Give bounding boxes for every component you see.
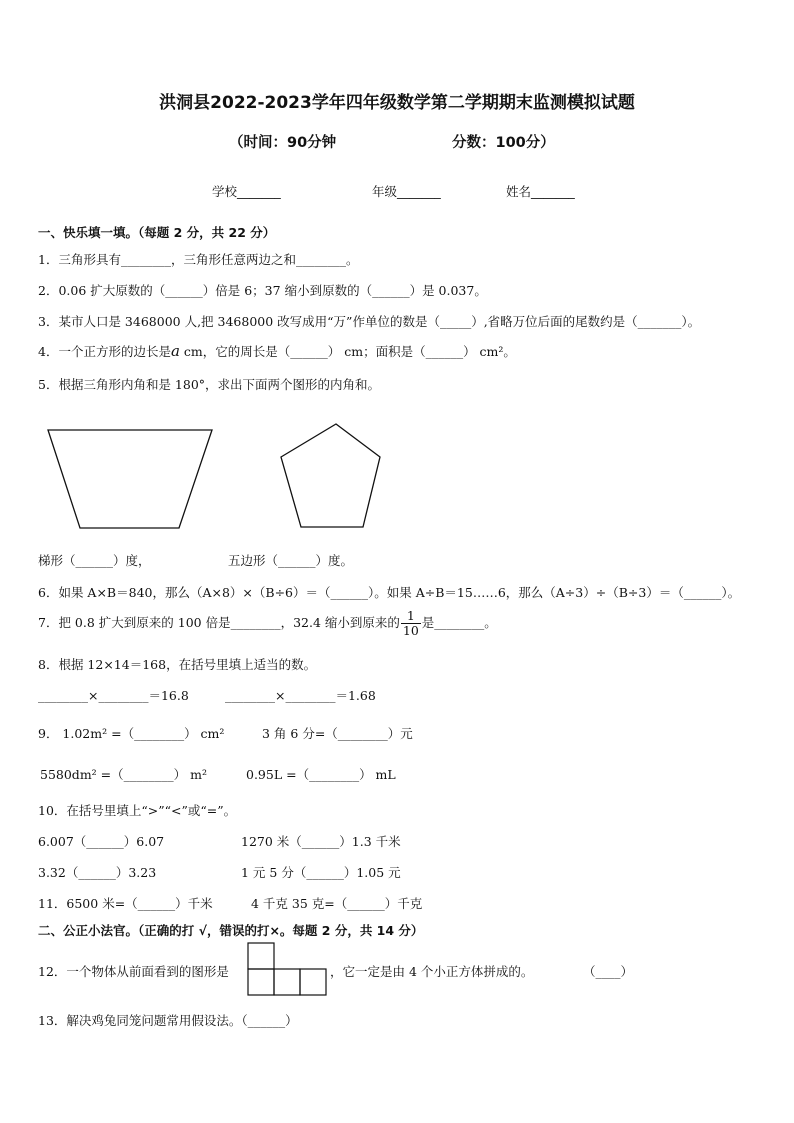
section2-heading: 二、公正小法官。（正确的打 √，错误的打×。每题 2 分，共 14 分） <box>38 923 424 938</box>
question-11-a: 11．6500 米=（______）千米 <box>38 896 213 911</box>
section1-heading: 一、快乐填一填。（每题 2 分，共 22 分） <box>38 225 276 240</box>
shape-figures <box>40 418 440 533</box>
question-1: 1．三角形具有________，三角形任意两边之和________。 <box>38 252 359 267</box>
question-4 <box>38 342 516 360</box>
question-5: 5．根据三角形内角和是 180°，求出下面两个图形的内角和。 <box>38 377 381 392</box>
fraction-denominator: 10 <box>402 623 419 638</box>
front-view-figure <box>247 942 329 996</box>
question-6: 6．如果 A×B＝840，那么（A×8）×（B÷6）＝（______）。如果 A÷B＝15……6，那么（A÷3）÷（B÷3）＝（______）。 <box>38 585 741 600</box>
question-7-text-b: 是________。 <box>421 615 497 630</box>
question-10-c: 3.32（______）3.23 <box>38 865 157 880</box>
question-9-d: 0.95L =（________） mL <box>246 767 396 782</box>
question-8-blank-a: ________×________＝16.8 <box>38 688 189 703</box>
question-12-text-b: ，它一定是由 4 个小正方体拼成的。 <box>330 964 534 979</box>
question-3: 3．某市人口是 3468000 人,把 3468000 改写成用“万”作单位的数是（_____）,省略万位后面的尾数约是（_______）。 <box>38 314 701 329</box>
question-10-a: 6.007（______）6.07 <box>38 834 165 849</box>
question-11-b: 4 千克 35 克=（______）千克 <box>251 896 423 911</box>
question-10-d: 1 元 5 分（______）1.05 元 <box>241 865 401 880</box>
fraction-numerator: 1 <box>401 609 421 624</box>
question-13: 13．解决鸡兔同笼问题常用假设法。（______） <box>38 1013 298 1028</box>
name-field[interactable]: 姓名_______ <box>506 184 575 199</box>
question-9-a: 9． 1.02m² =（________） cm² <box>38 726 225 741</box>
question-8-blank-b: ________×________＝1.68 <box>225 688 376 703</box>
page-title: 洪洞县2022-2023学年四年级数学第二学期期末监测模拟试题 <box>159 93 635 113</box>
pentagon-shape <box>281 424 380 527</box>
variable-a: a <box>170 342 180 360</box>
question-9-b: 3 角 6 分=（________）元 <box>262 726 413 741</box>
question-5-trapezoid-answer: 梯形（______）度， <box>38 553 151 568</box>
question-12-text-a: 12．一个物体从前面看到的图形是 <box>38 964 229 979</box>
exam-time: （时间：90分钟 <box>229 135 337 151</box>
question-10: 10．在括号里填上“>”“<”或“=”。 <box>38 803 237 818</box>
question-12-answer: （____） <box>583 964 634 979</box>
trapezoid-shape <box>48 430 212 528</box>
question-9-c: 5580dm² =（________） m² <box>40 767 207 782</box>
question-2: 2．0.06 扩大原数的（______）倍是 6；37 缩小到原数的（______）是 0.037。 <box>38 283 487 298</box>
question-4-text-b: cm，它的周长是（______） cm；面积是（______） cm²。 <box>183 344 516 359</box>
question-8: 8．根据 12×14＝168，在括号里填上适当的数。 <box>38 657 317 672</box>
exam-score: 分数：100分） <box>452 135 555 151</box>
question-7-text-a: 7．把 0.8 扩大到原来的 100 倍是________，32.4 缩小到原来的 <box>38 615 400 630</box>
grade-field[interactable]: 年级_______ <box>372 184 441 199</box>
question-10-b: 1270 米（______）1.3 千米 <box>241 834 401 849</box>
fraction-one-tenth <box>401 609 421 638</box>
question-5-pentagon-answer: 五边形（______）度。 <box>228 553 354 568</box>
school-field[interactable]: 学校_______ <box>212 184 281 199</box>
question-7 <box>38 609 497 638</box>
question-4-text-a: 4．一个正方形的边长是 <box>38 344 171 359</box>
